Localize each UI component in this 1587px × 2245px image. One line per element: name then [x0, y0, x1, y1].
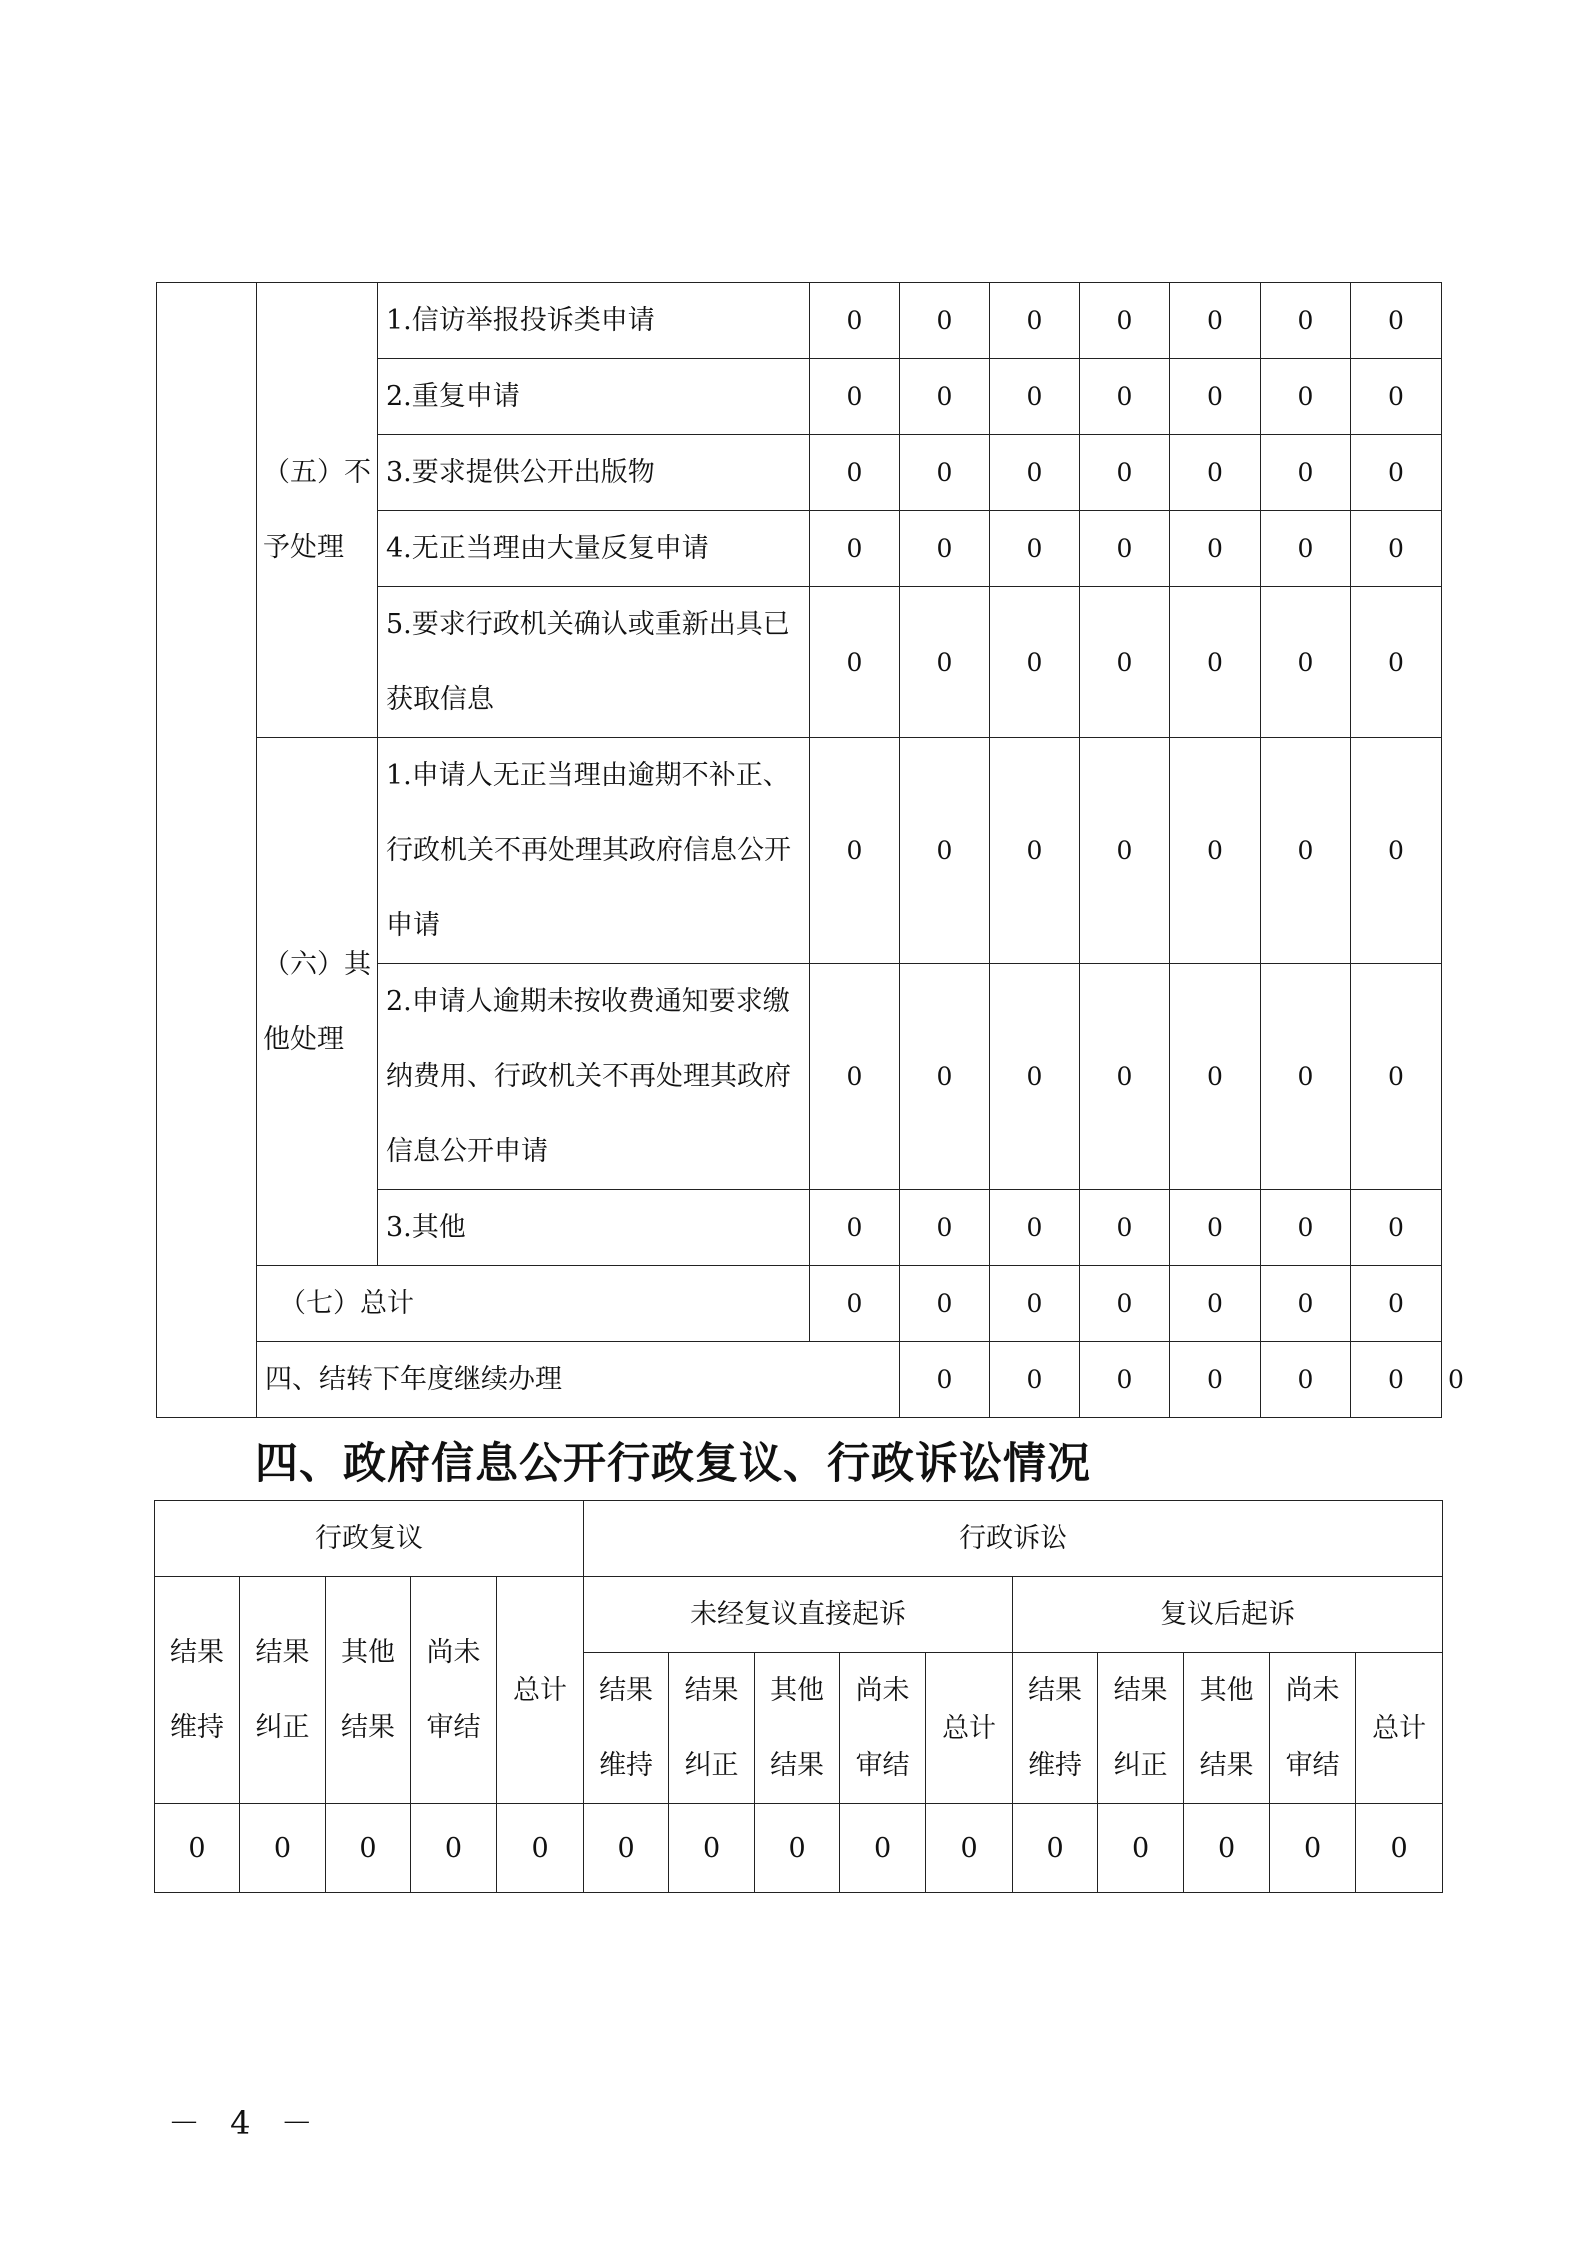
value-cell: 0 — [1170, 1342, 1261, 1418]
value-cell: 0 — [1080, 511, 1170, 587]
value-cell: 0 — [1261, 587, 1351, 738]
table-row — [157, 283, 1442, 359]
value-cell: 0 — [1184, 1804, 1270, 1893]
value-cell: 0 — [1013, 1804, 1098, 1893]
value-cell: 0 — [810, 964, 900, 1190]
value-cell: 0 — [900, 1190, 990, 1266]
value-cell: 0 — [1351, 964, 1442, 1190]
review-litigation-table — [154, 1500, 1443, 1893]
value-cell: 0 — [1351, 1190, 1442, 1266]
value-cell: 0 — [1261, 1342, 1351, 1418]
value-cell: 0 — [584, 1804, 669, 1893]
value-cell: 0 — [1351, 738, 1442, 964]
col-pending: 尚未审结 — [411, 1577, 497, 1804]
row-label: 1.信访举报投诉类申请 — [378, 283, 810, 359]
value-cell: 0 — [990, 738, 1080, 964]
value-cell: 0 — [810, 1266, 900, 1342]
row-label: 5.要求行政机关确认或重新出具已获取信息 — [378, 587, 810, 738]
value-cell: 0 — [1351, 435, 1442, 511]
carryover-label: 四、结转下年度继续办理 — [257, 1342, 900, 1418]
value-cell: 0 — [810, 738, 900, 964]
value-cell: 0 — [1351, 283, 1442, 359]
value-cell: 0 — [1080, 964, 1170, 1190]
value-cell: 0 — [900, 435, 990, 511]
value-cell: 0 — [990, 1266, 1080, 1342]
group-label-cell: （五）不予处理 — [257, 283, 378, 738]
value-cell: 0 — [1356, 1804, 1443, 1893]
value-cell: 0 — [411, 1804, 497, 1893]
value-cell: 0 — [1080, 359, 1170, 435]
value-cell: 0 — [1170, 1266, 1261, 1342]
value-cell: 0 — [1261, 283, 1351, 359]
col-correct: 结果纠正 — [240, 1577, 326, 1804]
table-row — [157, 738, 1442, 964]
value-cell: 0 — [1261, 1266, 1351, 1342]
row-label: 2.重复申请 — [378, 359, 810, 435]
col-maintain: 结果维持 — [155, 1577, 240, 1804]
total-label: （七）总计 — [257, 1266, 810, 1342]
value-cell: 0 — [810, 435, 900, 511]
col-other: 其他结果 — [755, 1653, 840, 1804]
col-pending: 尚未审结 — [840, 1653, 926, 1804]
col-total: 总计 — [497, 1577, 584, 1804]
value-cell: 0 — [810, 587, 900, 738]
value-cell: 0 — [990, 964, 1080, 1190]
group-label-cell: （六）其他处理 — [257, 738, 378, 1266]
row-label: 3.要求提供公开出版物 — [378, 435, 810, 511]
value-cell: 0 — [900, 738, 990, 964]
value-cell: 0 — [990, 435, 1080, 511]
row-label: 4.无正当理由大量反复申请 — [378, 511, 810, 587]
value-cell: 0 — [810, 283, 900, 359]
value-cell: 0 — [1080, 1190, 1170, 1266]
value-cell: 0 — [1351, 587, 1442, 738]
value-cell: 0 — [1270, 1804, 1356, 1893]
value-cell: 0 — [1080, 1342, 1170, 1418]
value-cell: 0 — [1170, 511, 1261, 587]
value-cell: 0 — [900, 964, 990, 1190]
value-cell: 0 — [810, 511, 900, 587]
value-cell: 0 — [1351, 511, 1442, 587]
value-cell: 0 — [1351, 1342, 1442, 1418]
col-total: 总计 — [1356, 1653, 1443, 1804]
col-correct: 结果纠正 — [669, 1653, 755, 1804]
value-cell: 0 — [1170, 738, 1261, 964]
value-cell: 0 — [900, 359, 990, 435]
value-cell: 0 — [155, 1804, 240, 1893]
value-cell: 0 — [1170, 964, 1261, 1190]
value-cell: 0 — [1080, 738, 1170, 964]
value-cell: 0 — [1080, 435, 1170, 511]
value-cell: 0 — [497, 1804, 584, 1893]
page-number: － 4 － — [168, 2104, 323, 2142]
row-label: 3.其他 — [378, 1190, 810, 1266]
value-cell: 0 — [1080, 587, 1170, 738]
value-cell: 0 — [990, 511, 1080, 587]
value-cell: 0 — [669, 1804, 755, 1893]
value-cell: 0 — [1261, 738, 1351, 964]
value-cell: 0 — [1080, 283, 1170, 359]
value-cell: 0 — [1351, 359, 1442, 435]
value-cell: 0 — [755, 1804, 840, 1893]
col-other: 其他结果 — [1184, 1653, 1270, 1804]
col-maintain: 结果维持 — [1013, 1653, 1098, 1804]
value-cell: 0 — [900, 1342, 990, 1418]
value-cell: 0 — [810, 359, 900, 435]
value-cell: 0 — [990, 1190, 1080, 1266]
header-row — [155, 1501, 1443, 1577]
value-cell: 0 — [240, 1804, 326, 1893]
col-correct: 结果纠正 — [1098, 1653, 1184, 1804]
value-cell: 0 — [326, 1804, 411, 1893]
header-row — [155, 1577, 1443, 1653]
value-cell: 0 — [990, 283, 1080, 359]
col-maintain: 结果维持 — [584, 1653, 669, 1804]
table-row-carryover: 四、结转下年度继续办理 0 0 0 0 0 0 0 — [157, 1342, 1442, 1418]
value-cell: 0 — [1261, 1190, 1351, 1266]
col-other: 其他结果 — [326, 1577, 411, 1804]
value-cell: 0 — [1170, 283, 1261, 359]
value-row — [155, 1804, 1443, 1893]
value-cell: 0 — [990, 587, 1080, 738]
table-row-total — [157, 1266, 1442, 1342]
row-label: 2.申请人逾期未按收费通知要求缴纳费用、行政机关不再处理其政府信息公开申请 — [378, 964, 810, 1190]
after-review-header: 复议后起诉 — [1013, 1577, 1443, 1653]
stats-table — [156, 282, 1464, 1418]
value-cell: 0 — [990, 1342, 1080, 1418]
review-header: 行政复议 — [155, 1501, 584, 1577]
value-cell: 0 — [900, 1266, 990, 1342]
litigation-header: 行政诉讼 — [584, 1501, 1443, 1577]
value-cell: 0 — [1170, 587, 1261, 738]
value-cell: 0 — [1261, 511, 1351, 587]
section-heading: 四、政府信息公开行政复议、行政诉讼情况 — [255, 1439, 1091, 1489]
value-cell: 0 — [810, 1190, 900, 1266]
outer-category-cell — [157, 283, 257, 1418]
col-total: 总计 — [926, 1653, 1013, 1804]
value-cell: 0 — [900, 587, 990, 738]
value-cell: 0 — [840, 1804, 926, 1893]
value-cell: 0 — [1170, 359, 1261, 435]
value-cell: 0 — [1351, 1266, 1442, 1342]
value-cell: 0 — [1170, 1190, 1261, 1266]
value-cell: 0 — [900, 511, 990, 587]
row-label: 1.申请人无正当理由逾期不补正、行政机关不再处理其政府信息公开申请 — [378, 738, 810, 964]
value-cell: 0 — [1261, 964, 1351, 1190]
value-cell: 0 — [900, 283, 990, 359]
direct-suit-header: 未经复议直接起诉 — [584, 1577, 1013, 1653]
value-cell: 0 — [1080, 1266, 1170, 1342]
value-cell: 0 — [1170, 435, 1261, 511]
value-cell: 0 — [1261, 359, 1351, 435]
value-cell: 0 — [1098, 1804, 1184, 1893]
value-cell: 0 — [990, 359, 1080, 435]
col-pending: 尚未审结 — [1270, 1653, 1356, 1804]
value-cell: 0 — [926, 1804, 1013, 1893]
value-cell: 0 — [1261, 435, 1351, 511]
